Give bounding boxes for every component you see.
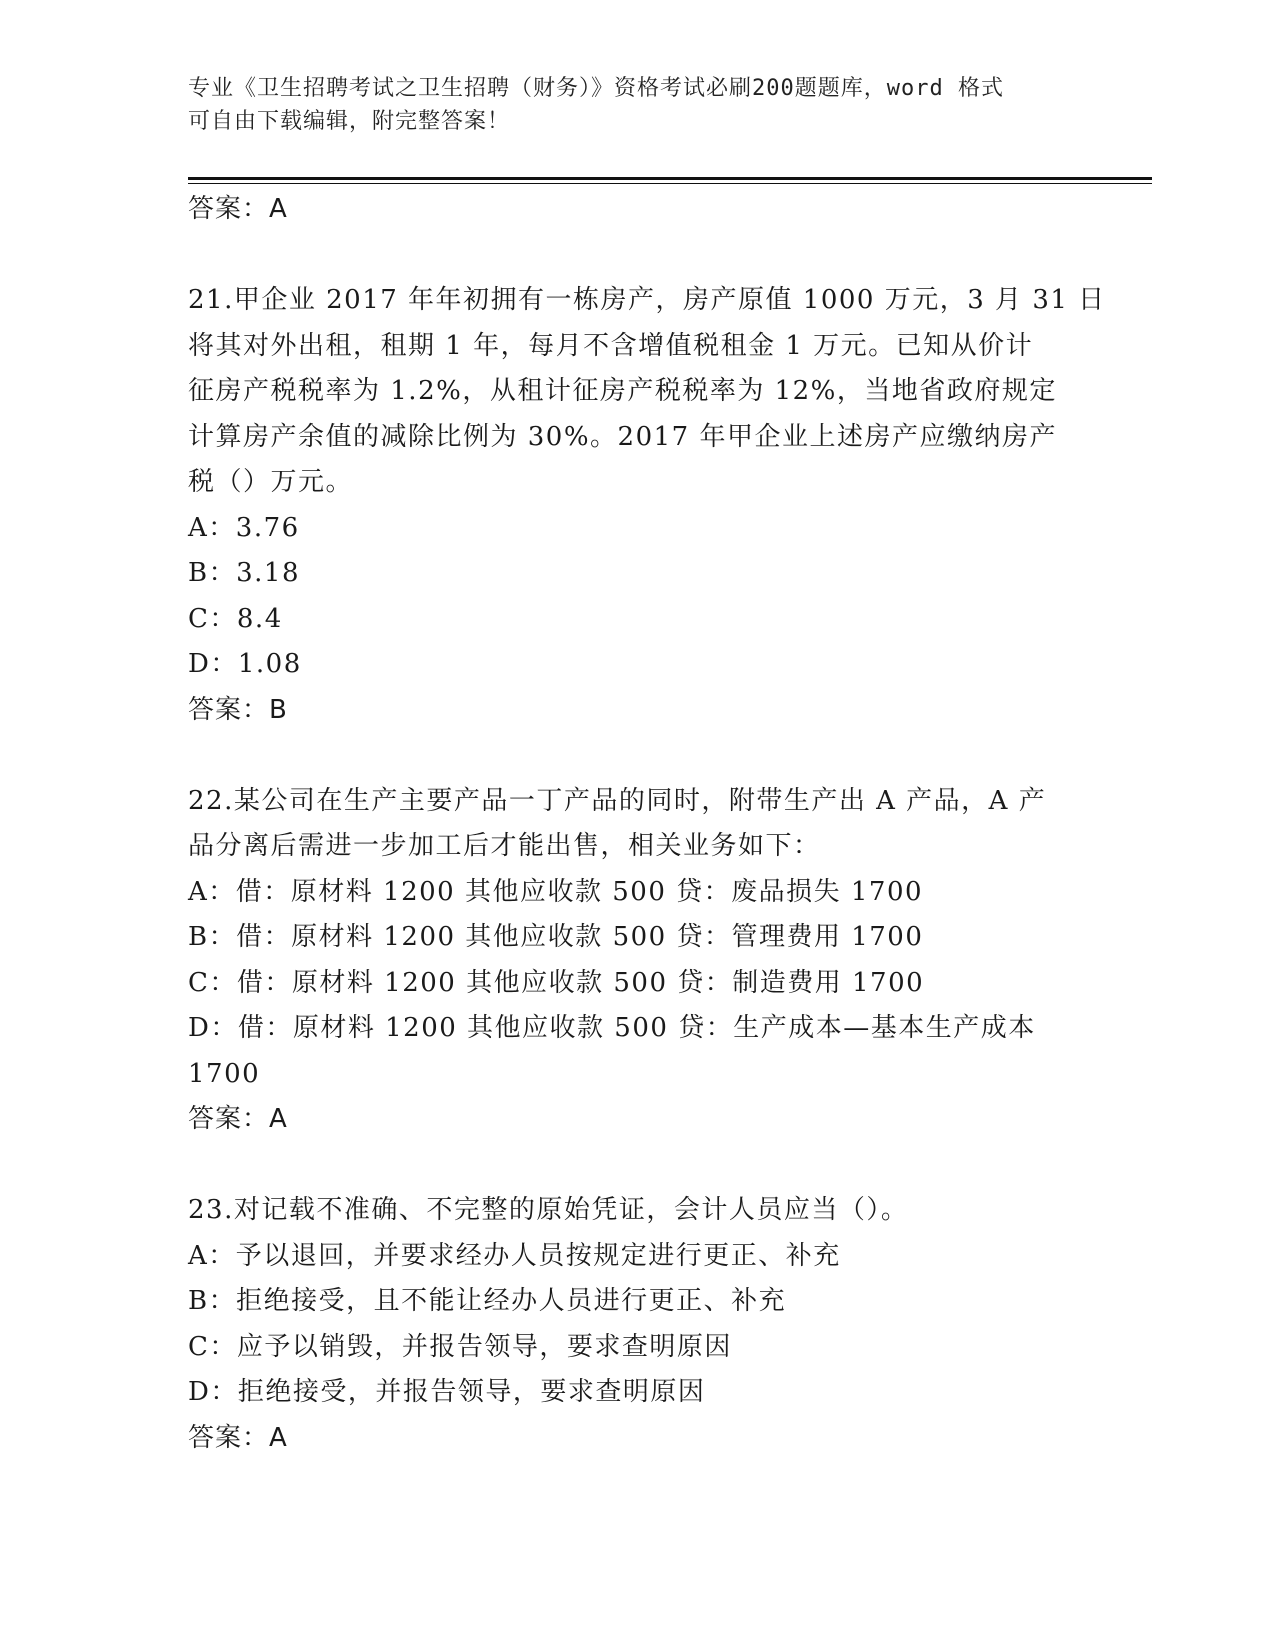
answer-20: 答案：A <box>188 194 288 224</box>
question-22-text: 22.某公司在生产主要产品一丁产品的同时，附带生产出 A 产品，A 产 <box>188 785 1047 816</box>
question-21-option-d: D：1.08 <box>188 649 302 679</box>
question-22-option-d-cont: 1700 <box>188 1058 261 1089</box>
question-21 <box>188 278 1106 733</box>
question-23-option-b: B：拒绝接受，且不能让经办人员进行更正、补充 <box>188 1286 787 1316</box>
question-21-answer: 答案：B <box>188 694 288 725</box>
question-21-option-c: C：8.4 <box>188 603 283 634</box>
question-21-text: 计算房产余值的减除比例为 30%。2017 年甲企业上述房产应缴纳房产 <box>188 421 1057 452</box>
question-23-option-d: D：拒绝接受，并报告领导，要求查明原因 <box>188 1377 706 1407</box>
question-23-answer: 答案：A <box>188 1422 288 1453</box>
question-23-text: 23.对记载不准确、不完整的原始凭证，会计人员应当（）。 <box>188 1195 909 1225</box>
spacer <box>188 233 1088 279</box>
header-rule-thick <box>188 177 1152 180</box>
question-22-option-a: A：借：原材料 1200 其他应收款 500 贷：废品损失 1700 <box>188 876 924 907</box>
question-22-option-c: C：借：原材料 1200 其他应收款 500 贷：制造费用 1700 <box>188 967 925 998</box>
header-line: 可自由下载编辑，附完整答案！ <box>188 109 511 134</box>
question-23-option-c: C：应予以销毁，并报告领导，要求查明原因 <box>188 1331 732 1362</box>
question-23-option-a: A：予以退回，并要求经办人员按规定进行更正、补充 <box>188 1240 841 1271</box>
question-21-option-a: A：3.76 <box>188 512 300 543</box>
header-rule-thin <box>188 183 1152 184</box>
question-21-text: 21.甲企业 2017 年年初拥有一栋房产，房产原值 1000 万元，3 月 31 日 <box>188 285 1106 315</box>
question-23 <box>188 1188 1088 1461</box>
header-line: 专业《卫生招聘考试之卫生招聘（财务）》资格考试必刷200题题库，word 格式 <box>188 76 1004 101</box>
question-22-option-d: D：借：原材料 1200 其他应收款 500 贷：生产成本—基本生产成本 <box>188 1013 1036 1043</box>
question-22-answer: 答案：A <box>188 1104 288 1134</box>
question-21-option-b: B：3.18 <box>188 558 300 588</box>
document-header <box>188 72 1068 138</box>
spacer <box>188 1143 1088 1189</box>
spacer <box>188 733 1088 779</box>
question-22-option-b: B：借：原材料 1200 其他应收款 500 贷：管理费用 1700 <box>188 922 924 952</box>
question-21-text: 税（）万元。 <box>188 467 354 497</box>
question-22 <box>188 779 1088 1143</box>
question-21-text: 征房产税税率为 1.2%，从租计征房产税税率为 12%，当地省政府规定 <box>188 376 1057 406</box>
question-22-text: 品分离后需进一步加工后才能出售，相关业务如下： <box>188 831 821 861</box>
question-21-text: 将其对外出租，租期 1 年，每月不含增值税租金 1 万元。已知从价计 <box>188 330 1034 361</box>
question-list <box>188 187 1106 1461</box>
